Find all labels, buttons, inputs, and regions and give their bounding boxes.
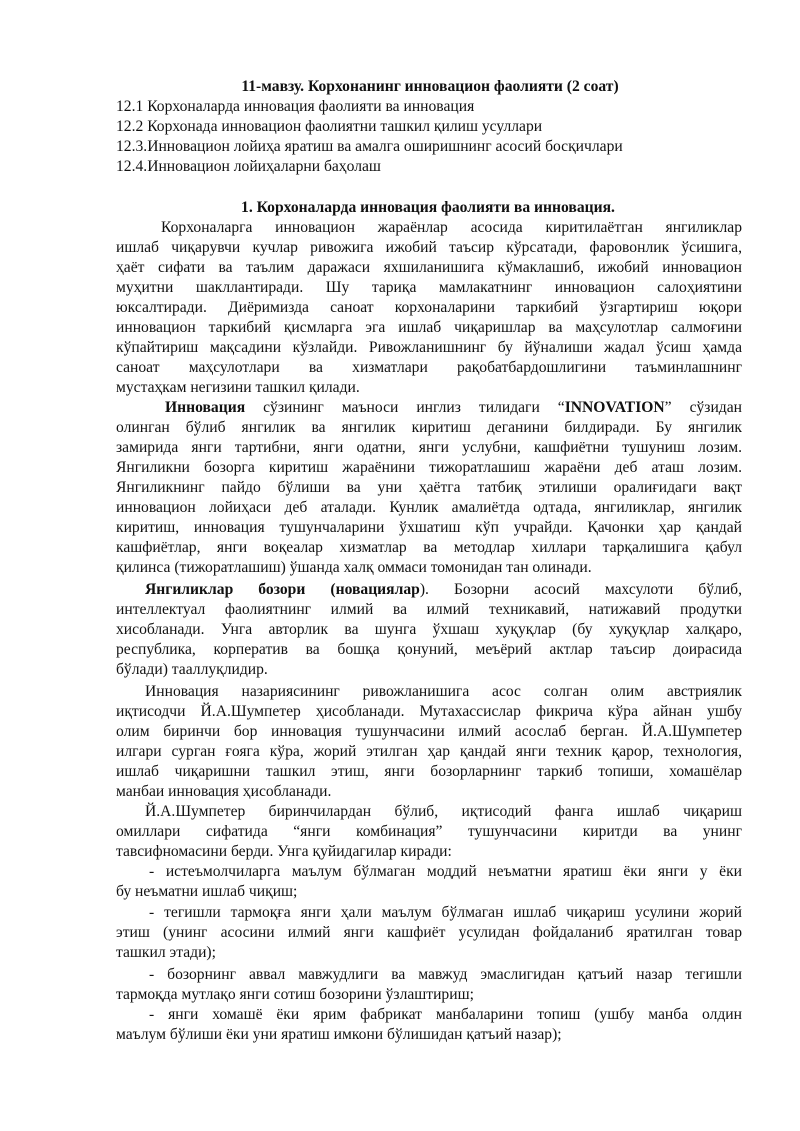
list-item: - тегишли тармоқға янги ҳали маълум бўлмаган ишлаб чиқариш усулини жорий: [149, 904, 742, 921]
paragraph-line: манбаи инновация ҳисобланади.: [116, 783, 332, 800]
paragraph-line: Й.А.Шумпетер биринчилардан бўлиб, иқтисодий фанга ишлаб чиқариш: [145, 803, 742, 820]
paragraph-line: олинган бўлиб янгилик ва янгилик киритиш деганини билдиради. Бу янгилик: [116, 419, 742, 436]
bold-term: INNOVATION: [564, 399, 665, 416]
list-item-cont: тармоқда мутлақо янги сотиш бозорини ўзлаштириш;: [116, 986, 474, 1003]
paragraph-line: мустаҳкам негизини ташкил қилади.: [116, 379, 360, 396]
list-item-cont: бу неъматни ишлаб чиқиш;: [116, 883, 298, 900]
paragraph-line: интеллектуал фаолиятнинг илмий ва илмий техникавий, натижавий продутки: [116, 601, 742, 618]
paragraph-line: олим биринчи бор инновация тушунчасини илмий асослаб берган. Й.А.Шумпетер: [116, 723, 742, 740]
list-item-cont: ташкил этади);: [116, 944, 216, 961]
list-item: - истеъмолчиларга маълум бўлмаган моддий неъматни яратиш ёки янги у ёки: [149, 863, 742, 880]
paragraph-line: кўпайтириш мақсадини кўзлайди. Ривожланишнинг бу йўналиши жадал ўсиш ҳамда: [116, 339, 742, 356]
paragraph-line: тавсифномасини берди. Унга қуйидагилар киради:: [116, 843, 452, 860]
paragraph-line: Корхоналарга инновацион жараёнлар асосида киритилаётган янгиликлар: [161, 219, 742, 236]
toc-item: 12.1 Корхоналарда инновация фаолияти ва инновация: [116, 98, 475, 115]
paragraph-line: хисобланади. Унга авторлик ва шунга ўхшаш хуқуқлар (бу хуқуқлар халқаро,: [116, 621, 742, 638]
paragraph-line: ишлаб чиқаришни ташкил этиш, янги бозорларнинг таркиб топиши, хомашёлар: [116, 763, 742, 780]
paragraph-line: кашфиётлар, янги воқеалар хизматлар ва методлар хиллари тарқалишига қабул: [116, 539, 742, 556]
paragraph-line: қилинса (тижоратлашиш) ўшанда халқ оммаси томонидан тан олинади.: [116, 559, 592, 576]
paragraph-line: киритиш, инновация тушунчаларини ўхшатиш кўп учрайди. Қачонки ҳар қандай: [116, 519, 742, 536]
paragraph-line: Янгиликлар бозори (новациялар). Бозорни асосий махсулоти бўлиб,: [145, 581, 742, 598]
paragraph-line: саноат маҳсулотлари ва хизматлари рақобатбардошлигини таъминлашнинг: [116, 359, 742, 376]
toc-item: 12.4.Инновацион лойиҳаларни баҳолаш: [116, 158, 381, 175]
paragraph-line: республика, корператив ва бошқа қонуний, меъёрий актлар таъсир доирасида: [116, 641, 742, 658]
paragraph-line: юксалтиради. Диёримизда саноат корхоналарини таркибий ўзгартириш юқори: [116, 299, 742, 316]
paragraph-line: иқтисодчи Й.А.Шумпетер ҳисобланади. Мутахассислар фикрича кўра айнан ушбу: [116, 703, 742, 720]
paragraph-line: муҳитни шакллантиради. Шу тариқа мамлакатнинг инновацион салоҳиятини: [116, 279, 742, 296]
paragraph-line: илгари сурган ғояга кўра, жорий этилган ҳар қандай янги техник қарор, технология,: [116, 743, 742, 760]
list-item-cont: маълум бўлиши ёки уни яратиш имкони бўлишидан қатъий назар);: [116, 1026, 562, 1043]
paragraph-line: замирида янги тартибни, янги одатни, янги услубни, кашфиётни тушуниш лозим.: [116, 439, 742, 456]
list-item-cont: этиш (унинг асосини илмий янги кашфиёт усулидан фойдаланиб яратилган товар: [116, 924, 742, 941]
toc-item: 12.2 Корхонада инновацион фаолиятни ташкил қилиш усуллари: [116, 118, 543, 135]
paragraph-line: инновацион таркибий қисмларга эга ишлаб чиқаришлар ва маҳсулотлар салмоғини: [116, 319, 742, 336]
toc-item: 12.3.Инновацион лойиҳа яратиш ва амалга оширишнинг асосий босқичлари: [116, 138, 623, 155]
section-heading: 1. Корхоналарда инновация фаолияти ва инновация.: [241, 199, 615, 216]
paragraph-line: Инновация назариясининг ривожланишига асос солган олим австриялик: [145, 683, 742, 700]
list-item: - бозорнинг аввал мавжудлиги ва мавжуд эмаслигидан қатъий назар тегишли: [149, 966, 742, 983]
paragraph-line: бўлади) тааллуқлидир.: [116, 661, 268, 678]
page-title: 11-мавзу. Корхонанинг инновацион фаолияти (2 соат): [241, 78, 619, 95]
paragraph-line: Янгиликнинг пайдо бўлиши ва уни ҳаётга татбиқ этилиши оралиғидаги вақт: [116, 479, 742, 496]
paragraph-line: инновацион лойиҳаси деб аталади. Кунлик амалиётда одтада, янгиликлар, янгилик: [116, 499, 742, 516]
paragraph-line: ҳаёт сифати ва таълим даражаси яхшиланишига кўмаклашиб, ижобий инновацион: [116, 259, 742, 276]
list-item: - янги хомашё ёки ярим фабрикат манбаларини топиш (ушбу манба олдин: [149, 1006, 742, 1023]
paragraph-line: омиллари сифатида “янги комбинация” тушунчасини киритди ва унинг: [116, 823, 742, 840]
paragraph-line: Янгиликни бозорга киритиш жараёнини тижоратлашиш жараёни деб аташ лозим.: [116, 459, 742, 476]
bold-term: Инновация: [165, 399, 246, 416]
bold-term: Янгиликлар бозори (новациялар: [145, 581, 420, 598]
paragraph-line: Инновация сўзининг маъноси инглиз тилидаги “INNOVATION” сўзидан: [165, 399, 742, 416]
paragraph-line: ишлаб чиқарувчи кучлар ривожига ижобий таъсир кўрсатади, фаровонлик ўсишига,: [116, 239, 742, 256]
